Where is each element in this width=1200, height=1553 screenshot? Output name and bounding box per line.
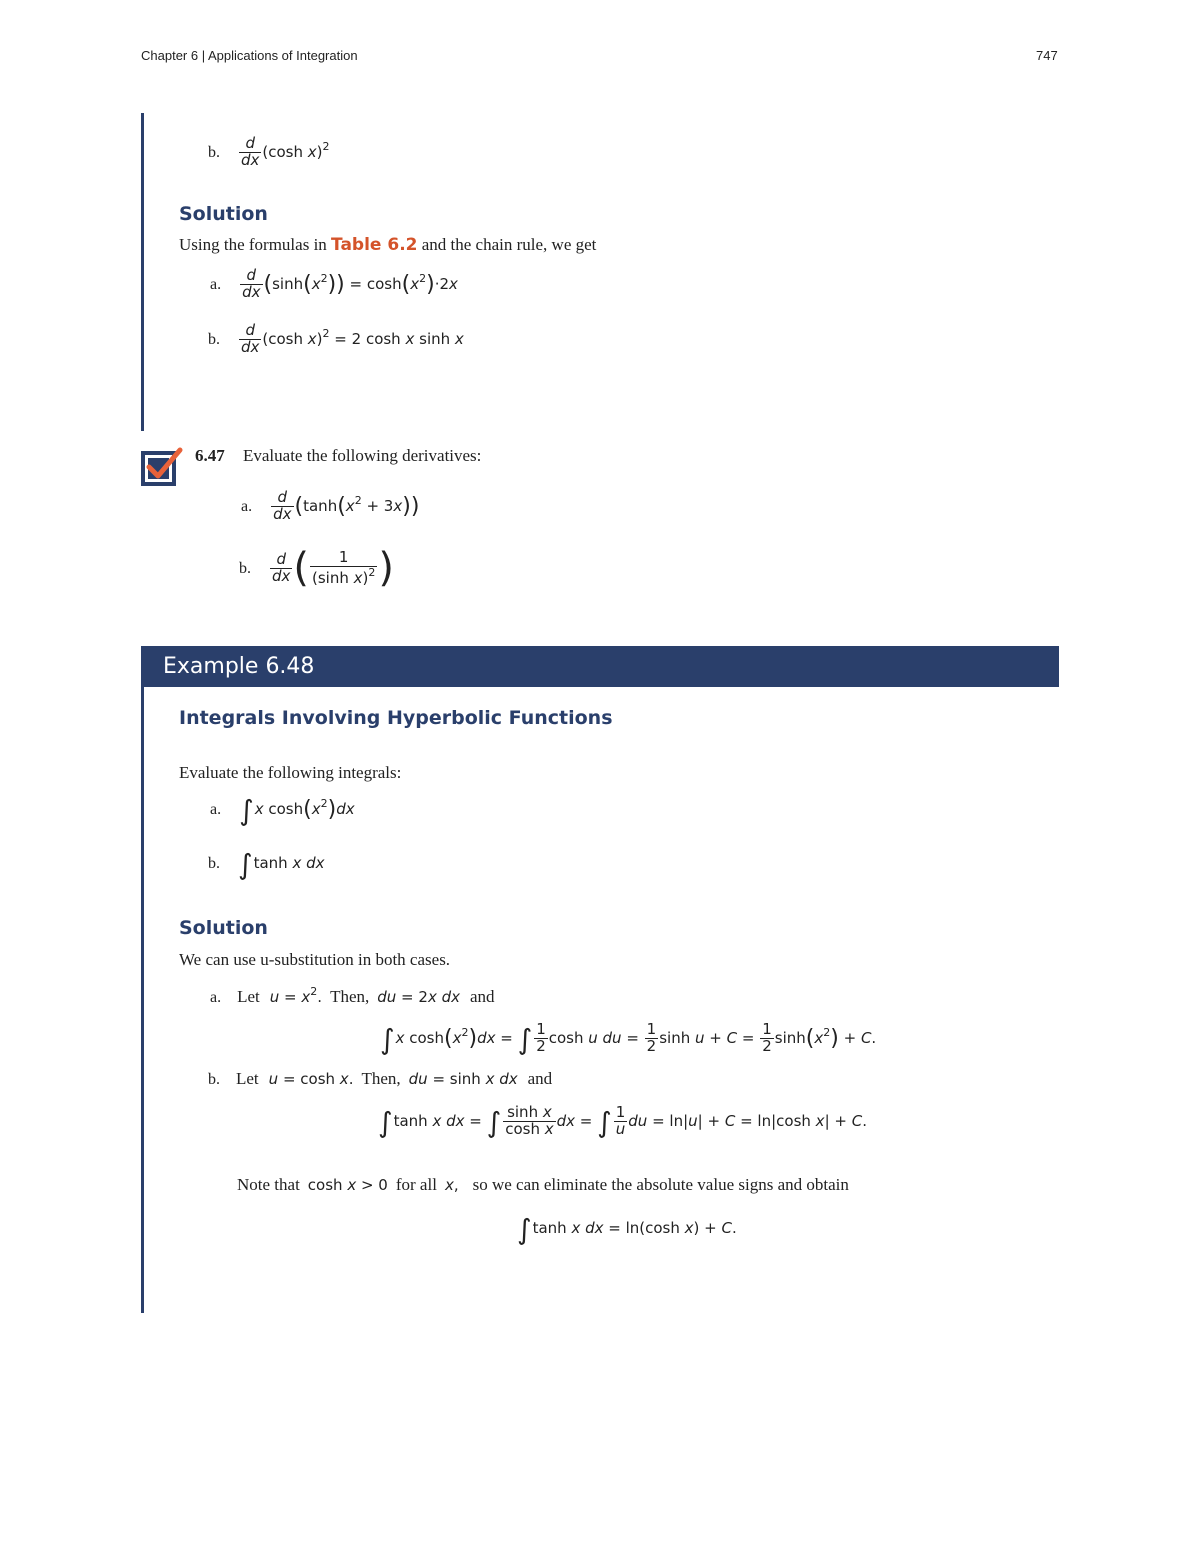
table-link[interactable]: Table 6.2 [331, 235, 418, 255]
example-banner: Example 6.48 [141, 646, 1059, 687]
note-line [237, 1175, 849, 1195]
checkpoint-a-formula: $\frac{d}{dx}$ $(\tanh(x^2 + 3x))$ [273, 488, 420, 523]
running-header: Chapter 6 | Applications of Integration [141, 48, 358, 63]
checkpoint-a-label: a. [241, 497, 253, 515]
part-b-text: Let [236, 1069, 259, 1088]
part-b-formula: ∫tanh x dx = ∫ $\frac{\text{sinh x}}{\text{cosh x}}$ dx = ∫ $\frac{1}{u}$ du = ln|u| + C = ln|cosh x| + C. [378, 1103, 867, 1139]
example-solution-intro: We can use u-substitution in both cases. [179, 950, 451, 969]
checkpoint-a [241, 490, 419, 523]
solution-a-formula: $\frac{d}{dx}$ $(\sinh(x^2)) = \cosh(x^2)\cdot 2x$ [242, 266, 458, 301]
part-b-and: and [527, 1069, 553, 1088]
solution-b [208, 323, 464, 356]
solution-b-label: b. [208, 330, 220, 348]
solution-intro-text: Using the formulas in [179, 235, 332, 254]
example-b-formula: ∫tanh x dx [238, 848, 325, 881]
left-rule-example [141, 687, 144, 1313]
problem-b-formula: $\frac{d}{dx}$ (cosh x)$^2$ [241, 134, 330, 169]
checkpoint-heading [195, 446, 481, 466]
note-mid: for all [395, 1175, 437, 1194]
example-prompt: Evaluate the following integrals: [179, 763, 402, 782]
part-a-and: and [469, 987, 495, 1006]
example-solution-heading: Solution [179, 917, 268, 939]
solution-heading: Solution [179, 203, 268, 225]
example-a [210, 794, 355, 827]
part-a-equation [380, 1022, 876, 1056]
example-a-formula: ∫x $\cosh(x^2)dx$ [239, 794, 355, 827]
part-b-label: b. [208, 1071, 220, 1088]
problem-b [208, 136, 330, 169]
note-before: Note that [237, 1175, 300, 1194]
checkpoint-b-label: b. [239, 560, 251, 577]
part-b-equation [378, 1105, 867, 1139]
note-var: x, [444, 1176, 459, 1194]
checkpoint-prompt: Evaluate the following derivatives: [243, 446, 482, 465]
checkpoint-number: 6.47 [195, 446, 225, 465]
part-b-line [208, 1069, 552, 1089]
part-a-text: Let [237, 987, 260, 1006]
note-inequality: cosh x > 0 [307, 1176, 388, 1194]
example-a-label: a. [210, 801, 222, 818]
solution-a-label: a. [210, 275, 222, 293]
part-a-sub: $u = x^2$. [269, 985, 323, 1006]
note-after: so we can eliminate the absolute value signs and obtain [472, 1175, 849, 1194]
part-b-du: du = sinh x dx [408, 1070, 518, 1088]
part-a-line [210, 985, 495, 1007]
part-a-label: a. [210, 989, 222, 1006]
part-a-then: Then, [330, 987, 370, 1006]
part-b-then: Then, [361, 1069, 401, 1088]
part-a-du: du = 2x dx [377, 988, 460, 1006]
left-rule-top [141, 113, 144, 431]
checkpoint-b-formula: $\frac{d}{dx}$ ( $\frac{1}{(\sinh x)^2}$ ) [272, 545, 394, 591]
solution-b-formula: $\frac{d}{dx}$ (cosh x)$^2$ = 2 cosh x sinh x [241, 321, 464, 356]
example-b [208, 848, 325, 881]
part-a-formula: ∫x $\cosh(x^2)dx$ = ∫ $\frac{1}{2}$ cosh u du = $\frac{1}{2}$ sinh u + C = $\frac{1}{2}$ $\sinh(x^2) + C$. [380, 1020, 877, 1056]
page-number: 747 [1036, 48, 1058, 63]
example-b-label: b. [208, 855, 220, 872]
checkpoint-b [239, 545, 394, 591]
final-equation [517, 1213, 737, 1246]
final-formula: ∫tanh x dx = ln(cosh x) + C. [517, 1213, 737, 1246]
checkmark-box-icon [141, 447, 183, 487]
solution-a [210, 268, 458, 301]
solution-intro [179, 235, 596, 255]
example-title: Integrals Involving Hyperbolic Functions [179, 707, 613, 729]
solution-intro-rest: and the chain rule, we get [417, 235, 597, 254]
part-b-sub: u = cosh x. [268, 1070, 354, 1088]
problem-b-label: b. [208, 143, 220, 161]
